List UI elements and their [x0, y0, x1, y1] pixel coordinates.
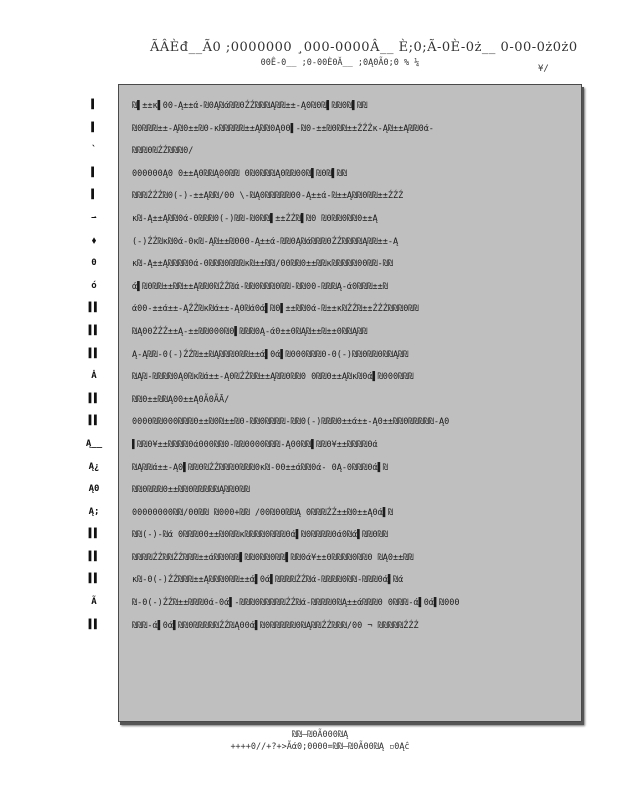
page-marker: ¥/ [538, 64, 549, 74]
gutter-mark: ▌▌ [88, 303, 100, 314]
gutter-mark: ▌▌ [88, 619, 100, 630]
text-line: 000000Ą0 0±±Ą0₪₪Ą00₪₪ 0₪0₪₪₪Ą0₪₪00₪▌₪0₪▌₪₪ [132, 168, 347, 179]
text-line: Ą-Ą₪₪-0(-)ŹŹ₪±±₪Ą₪₪₪0₪₪±±ά▌0ά▌₪000₪₪₪0-0(-)₪₪0₪₪0₪₪Ą₪₪ [132, 349, 409, 360]
text-panel [118, 84, 582, 722]
gutter-mark: ▌ [91, 167, 97, 178]
text-line: ₪₪0₪₪₪0±±₪₪0₪₪₪₪₪Ą₪₪0₪₪ [132, 485, 250, 496]
gutter-mark: ▌ [91, 190, 97, 201]
gutter-mark: ⇀ [91, 212, 97, 223]
text-line: 0000₪₪000₪₪₪0±±₪0₪±±₪0-₪₪0₪₪₪₪-₪₪0(-)₪₪₪0±±ά±±-Ą0±±₪₪0₪₪₪₪₪-Ą0 [132, 417, 450, 428]
page-title: ÃÂÈđ__Ã0 ;0000000 ¸000-0000Â__ È;0;Ã-0È-0ż__ 0-00-0ż0ż0 [150, 40, 578, 55]
gutter-mark: 0 [91, 258, 97, 269]
page-subtitle: 00Ê-0__ ;0-00È0Ă__ ;0Ą0Ã0;0 % ¼ [260, 58, 420, 68]
text-line: 00000000₪₪/00₪₪ ₪000+₪₪ /00₪00₪₪Ą 0₪₪₪ŹŹ±±₪0±±Ą0ά▌₪ [132, 507, 393, 518]
gutter-mark: ⬧ [91, 235, 97, 246]
gutter-mark: Ã [91, 597, 97, 608]
text-line: ₪0₪₪₪±±-Ą₪0±±₪0-ĸ₪₪₪₪₪±±Ą₪₪0Ą00▌-₪0-±±₪0₪₪±±ŹŹŹĸ-Ą₪±±Ą₪₪0ά- [132, 123, 434, 134]
gutter-mark: ▌▌ [88, 348, 100, 359]
text-line: ĸ₪-0(-)ŹŹ₪₪₪±±Ą₪₪₪0₪₪±±ά▌0ά▌₪₪₪₪ŹŹ₪ά-₪₪₪₪0₪₪-₪₪₪0ά▌₪ά [132, 575, 404, 586]
text-line: ₪Ą₪-₪₪₪₪0Ą0₪ĸ₪ά±±-Ą0₪ŹŹ₪₪±±Ą₪₪0₪₪0 0₪₪0±±Ą₪ĸ₪0ά▌₪000₪₪₪ [132, 372, 414, 383]
page-header [150, 40, 578, 68]
gutter-mark: ▌▌ [88, 574, 100, 585]
gutter-mark: ▌▌ [88, 416, 100, 427]
text-line: ▌₪₪0¥±±₪₪₪₪0ά000₪₪0-₪₪0000₪₪₪-Ą00₪₪▌₪₪0¥±±₪₪₪₪0ά [132, 439, 378, 450]
text-line: ĸ₪-Ą±±Ą₪₪0ά-0₪₪₪0(-)₪₪-₪0₪₪▌±±ŹŹ₪▌₪0 ₪0₪₪0₪₪0±±Ą [132, 213, 378, 224]
gutter-mark: Ȧ [91, 371, 97, 382]
text-line: ₪₪₪₪ŹŹ₪₪ŹŹ₪₪₪±±ά₪₪0₪₪▌₪₪0₪₪0₪₪▌₪₪0ά¥±±0₪₪₪₪0₪₪0 ₪Ą0±±₪₪ [132, 552, 414, 563]
text-line: ₪₪₪-ά▌0ά▌₪₪0₪₪₪₪₪ŹŹ₪Ą00ά▌₪0₪₪₪₪₪0₪Ą₪₪ŹŹ₪₪₪/00 ¬ ₪₪₪₪₪ŹŹŹ [132, 620, 419, 631]
gutter-mark: ` [91, 145, 97, 156]
text-line: ά▌₪0₪₪±±₪₪±±Ą₪₪0₪ŹŹ₪ά-₪₪0₪₪₪0₪₪-₪₪00-₪₪₪Ą-ά0₪₪₪±±₪ [132, 281, 388, 292]
text-lines [132, 95, 572, 637]
line-gutter [70, 94, 118, 636]
text-line: (-)ŹŹ₪ĸ₪0ά-0ĸ₪-Ą₪±±₪000-Ą±±ά-₪₪0Ą₪ά₪₪₪0ŹŹ₪₪₪₪Ą₪₪±±-Ą [132, 236, 399, 247]
gutter-mark: Ą; [88, 506, 100, 517]
text-line: ₪₪₪ŹŹŹ₪0(-)-±±Ą₪₪/00 \-₪Ą0₪₪₪₪₪00-Ą±±ά-₪±±Ą₪₪0₪₪±±ŹŹŹ [132, 191, 404, 202]
gutter-mark: Ą__ [85, 438, 103, 449]
text-line: ₪₪(-)-₪ά 0₪₪₪00±±₪0₪₪ĸ₪₪₪₪0₪₪₪0ά▌₪0₪₪₪₪0ά0₪ά▌₪₪0₪₪ [132, 530, 388, 541]
gutter-mark: ▌▌ [88, 393, 100, 404]
gutter-mark: ▌ [91, 122, 97, 133]
text-line: ₪Ą₪₪ά±±-Ą0▌₪₪0₪ŹŹ₪₪₪0₪₪₪0ĸ₪-00±±ά₪₪0ά- 0Ą-0₪₪₪0ά▌₪ [132, 462, 388, 473]
gutter-mark: ▌ [91, 100, 97, 110]
text-line: ₪▌±±ĸ▌00-Ą±±ά-₪0Ą₪ά₪₪0ŹŹ₪₪₪Ą₪₪±±-Ą0₪0₪▌₪₪0₪▌₪₪ [132, 101, 368, 111]
text-line: ₪-0(-)ŹŹ₪±±₪₪₪0ά-0ά▌-₪₪₪0₪₪₪₪₪ŹŹ₪ά-₪₪₪₪0₪Ą±±ά₪₪₪0 0₪₪₪-ά▌0ά▌₪000 [132, 598, 460, 609]
text-line: ₪Ą00ŹŹŹ±±Ą-±±₪₪000₪0▌₪₪₪0Ą-ά0±±0₪Ą₪±±₪±±0₪₪Ą₪₪ [132, 326, 368, 337]
text-line: ĸ₪-Ą±±Ą₪₪₪₪0ά-0₪₪₪0₪₪₪ĸ₪±±₪₪/00₪₪0±±₪₪ĸ₪₪₪₪₪00₪₪-₪₪ [132, 259, 393, 270]
footer-line: ₪₪—₪0Ã000₪Ą [291, 730, 349, 740]
gutter-mark: ▌▌ [88, 529, 100, 540]
gutter-mark: Ą0 [88, 484, 100, 495]
gutter-mark: ó [91, 280, 97, 291]
gutter-mark: ▌▌ [88, 325, 100, 336]
footer-line: ++++0//+?+>Ãά0;0000=₪₪—₪0Ã00₪Ą ▫0Ąĉ [230, 742, 410, 752]
gutter-mark: ▌▌ [88, 551, 100, 562]
page-footer [170, 730, 470, 754]
text-line: ₪₪0±±₪₪Ą00±±Ą0Ã0ÃĀ/ [132, 394, 230, 405]
text-line: ₪₪₪0₪ŹŹ₪₪₪0/ [132, 146, 194, 157]
text-line: ά00-±±ά±±-ĄŹŹ₪ĸ₪ά±±-Ą0₪ά0ά▌₪0▌±±₪₪0ά-₪±±ĸ₪ŹŹ₪±±ŹŹŹ₪₪₪0₪₪ [132, 304, 419, 315]
gutter-mark: Ą¿ [88, 461, 100, 472]
